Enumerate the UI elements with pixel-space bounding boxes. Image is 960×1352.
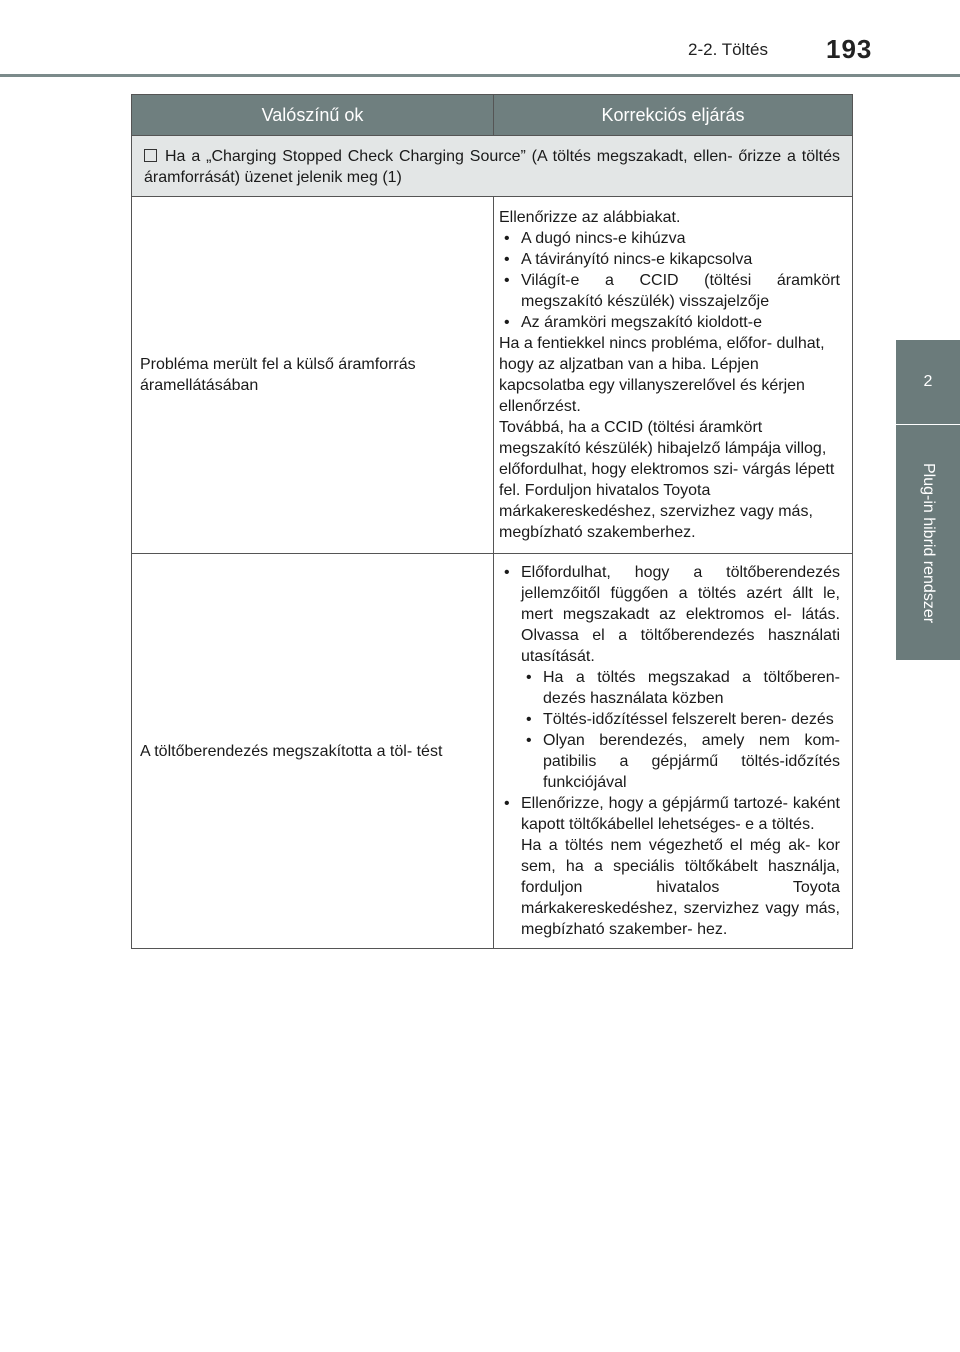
sub-list — [521, 667, 840, 793]
fix-cell — [494, 554, 853, 949]
cause-cell: A töltőberendezés megszakította a töl- tést — [132, 554, 494, 949]
table-row — [132, 197, 853, 554]
fix-paragraph: Ha a töltés nem végezhető el még ak- kor sem, ha a speciális töltőkábelt használja, forduljon hivatalos Toyota márkakereskedéshez, szervizhez vagy más, megbízható szakember- hez. — [521, 837, 840, 938]
chapter-tab — [896, 425, 960, 660]
fix-paragraph: Továbbá, ha a CCID (töltési áramkört megszakító készülék) hibajelző lámpája villog, előfordulhat, hogy elektromos szi- várgás lépett fel. Forduljon hivatalos Toyota márkakereskedéshez, szervizhez vagy más, megbízható szakemberhez. — [499, 419, 835, 541]
check-list — [499, 228, 840, 333]
table-row — [132, 554, 853, 949]
list-item: • Ellenőrizze, hogy a gépjármű tartozé- kaként kapott töltőkábellel lehetséges- e a töltés. — [499, 793, 840, 835]
list-item: • Ha a töltés megszakad a töltőberen- dezés használata közben — [521, 667, 840, 709]
list-item: • A dugó nincs-e kihúzva — [499, 228, 840, 249]
chapter-tab-title: Plug-in hibrid rendszer — [920, 462, 937, 623]
chapter-tab-number: 2 — [896, 340, 960, 424]
fix-list — [499, 562, 840, 667]
list-item: • Az áramköri megszakító kioldott-e — [499, 312, 840, 333]
header-divider — [0, 74, 960, 77]
list-item: • Előfordulhat, hogy a töltőberendezés jellemzőitől függően a töltés azért állt le, mert megszakadt az elektromos el- látás. Olvassa el a töltőberendezés használati utasítását. — [499, 562, 840, 667]
column-header-cause: Valószínű ok — [132, 95, 494, 136]
page-number: 193 — [826, 34, 873, 64]
fix-list — [499, 793, 840, 835]
condition-text: Ha a „Charging Stopped Check Charging Source” (A töltés megszakadt, ellen- őrizze a töltés áramforrását) üzenet jelenik meg (1) — [144, 148, 840, 186]
list-item: • A távirányító nincs-e kikapcsolva — [499, 249, 840, 270]
checkbox-icon — [144, 149, 157, 162]
fix-paragraph: Ha a fentiekkel nincs probléma, előfor- dulhat, hogy az aljzatban van a hiba. Lépjen kapcsolatba egy villanyszerelővel és kérjen ellenőrzést. — [499, 335, 825, 415]
list-item: • Olyan berendezés, amely nem kom- patibilis a gépjármű töltés-időzítés funkciójával — [521, 730, 840, 793]
condition-cell — [132, 136, 853, 197]
column-header-fix: Korrekciós eljárás — [494, 95, 853, 136]
cause-cell: Probléma merült fel a külső áramforrás áramellátásában — [132, 197, 494, 554]
condition-row — [132, 136, 853, 197]
fix-cell — [494, 197, 853, 554]
list-item: • Világít-e a CCID (töltési áramkört megszakító készülék) visszajelzője — [499, 270, 840, 312]
troubleshooting-table — [131, 94, 853, 949]
section-title: 2-2. Töltés — [688, 40, 769, 59]
fix-intro: Ellenőrizze az alábbiakat. — [499, 209, 681, 226]
list-item: • Töltés-időzítéssel felszerelt beren- dezés — [521, 709, 840, 730]
table-header-row — [132, 95, 853, 136]
